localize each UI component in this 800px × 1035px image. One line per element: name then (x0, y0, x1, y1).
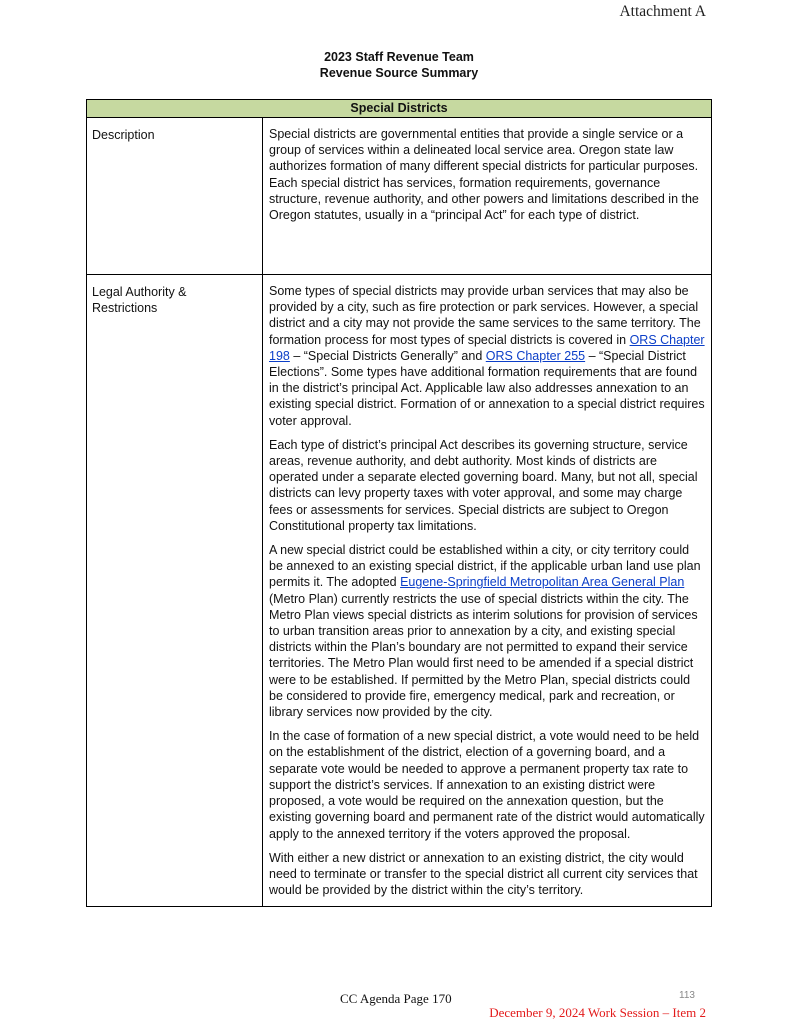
title-line-2: Revenue Source Summary (319, 66, 479, 80)
agenda-page-label: CC Agenda Page 170 (340, 991, 452, 1006)
ors-chapter-198-link[interactable]: ORS Chapter 198 (269, 332, 705, 363)
table-row (87, 118, 712, 275)
legal-paragraph-2: Each type of district’s principal Act describes its governing structure, service areas, revenue authority, and debt authority. Most kinds of districts are operated under a separate elected governing board. Many, but not all, special districts can levy property taxes with voter approval, and some may charge fees or assessments for services. Special districts are subject to Oregon Constitutional property tax limitations. (269, 437, 698, 533)
attachment-label: Attachment A (619, 3, 706, 20)
table-row (87, 275, 712, 907)
title-line-1: 2023 Staff Revenue Team (324, 50, 474, 64)
ors-chapter-255-link[interactable]: ORS Chapter 255 (485, 348, 586, 363)
work-session-label: December 9, 2024 Work Session – Item 2 (489, 1005, 706, 1020)
section-title: Special Districts (87, 100, 712, 118)
row-content-description (263, 118, 712, 275)
paragraph-text: – “Special District Elections”. Some types have additional formation requirements that are found in the district’s principal Act. Applicable law also addresses annexation to an existing special district. Formation of or annexation to a special district requires voter approval. (269, 348, 705, 428)
document-title (0, 49, 800, 81)
row-label-text: Legal Authority & Restrictions (92, 285, 187, 316)
paragraph-text: A new special district could be established within a city, or city territory could be annexed to an existing special district, if the applicable urban land use plan permits it. The adopted (269, 543, 701, 590)
row-content-legal-authority (263, 275, 712, 907)
section-header-row (87, 100, 712, 118)
revenue-source-table (86, 99, 712, 907)
legal-paragraph-5: With either a new district or annexation to an existing district, the city would need to terminate or transfer to the special district all current city services that would be provided by the district within the city’s territory. (269, 850, 698, 898)
legal-paragraph-4: In the case of formation of a new special district, a vote would need to be held on the establishment of the district, election of a governing board, and a separate vote would be needed to approve a permanent property tax rate to support the district’s services. If annexation to an existing district were proposed, a vote would be required on the annexation question, but the existing governing board and permanent rate of the district would automatically apply to the annexed territory if the voters approved the proposal. (269, 729, 705, 841)
paragraph-text: Some types of special districts may provide urban services that may also be provided by a city, such as fire protection or park services. However, a special district and a city may not provide the same services to the same territory. The formation process for most types of special districts is covered in (269, 284, 701, 347)
page-number: 113 (679, 990, 695, 1001)
legal-paragraph-1 (269, 283, 706, 429)
paragraph-text: – “Special Districts Generally” and (289, 348, 486, 363)
description-paragraph: Special districts are governmental entities that provide a single service or a group of services within a delineated local service area. Oregon state law authorizes formation of many different special districts for particular purposes. Each special district has services, formation requirements, governance structure, revenue authority, and other powers and limitations described in the Oregon statutes, usually in a “principal Act” for each type of district. (269, 127, 699, 223)
metro-plan-link[interactable]: Eugene-Springfield Metropolitan Area General Plan (400, 575, 685, 590)
paragraph-text: (Metro Plan) currently restricts the use of special districts within the city. The Metro Plan views special districts as interim solutions for provision of services to urban transition areas prior to annexation by a city, and existing special districts within the Plan’s boundary are not permitted to expand their service territories. The Metro Plan would first need to be amended if a special district were to be established. If permitted by the Metro Plan, special districts could be considered to provide fire, emergency medical, park and recreation, or library services now provided by the city. (269, 591, 698, 720)
row-label-legal-authority (87, 275, 263, 907)
row-label-description: Description (87, 118, 263, 275)
legal-paragraph-3 (269, 542, 706, 720)
